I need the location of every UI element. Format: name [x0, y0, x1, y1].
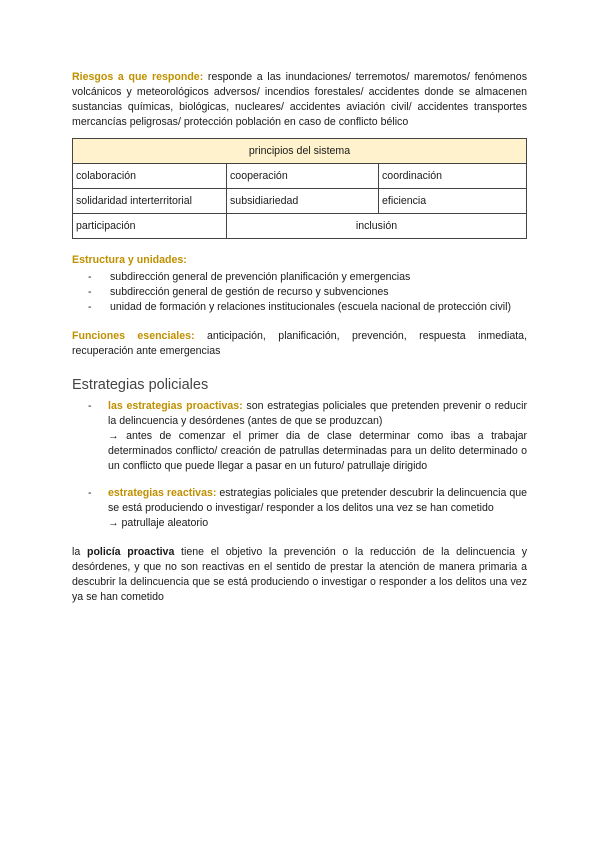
reactivas-arrow-note: → patrullaje aleatorio — [108, 517, 209, 529]
list-item — [72, 300, 527, 315]
reactivas-text: estrategias policiales que pretender descubrir la delincuencia que se está produciendo o investigar/ responder a los delitos una vez se han cometido — [108, 487, 527, 514]
list-item-text: subdirección general de prevención planificación y emergencias — [110, 271, 411, 283]
list-marker: - — [88, 301, 92, 313]
list-marker: - — [88, 286, 92, 298]
estructura-list — [72, 270, 527, 315]
table-cell: solidaridad interterritorial — [73, 189, 227, 214]
list-marker: - — [88, 400, 92, 412]
list-item — [72, 285, 527, 300]
table-row — [73, 164, 527, 189]
table-cell: colaboración — [73, 164, 227, 189]
estructura-title: Estructura y unidades: — [72, 254, 187, 266]
table-cell: eficiencia — [379, 189, 527, 214]
reactivas-label: estrategias reactivas: — [108, 487, 217, 499]
table-cell: participación — [73, 214, 227, 239]
riesgos-paragraph — [72, 70, 527, 130]
estrategias-list — [72, 399, 527, 531]
closing-bold: policía proactiva — [86, 546, 175, 558]
table-cell: subsidiariedad — [227, 189, 379, 214]
funciones-paragraph — [72, 329, 527, 359]
riesgos-label: Riesgos a que responde: — [72, 71, 204, 83]
proactivas-text: son estrategias policiales que pretenden prevenir o reducir la delincuencia y desórdenes (antes de que se produzcan) — [108, 400, 527, 427]
list-marker: - — [88, 271, 92, 283]
list-item-text: subdirección general de gestión de recurso y subvenciones — [110, 286, 389, 298]
principios-table — [72, 138, 527, 239]
closing-prefix: la — [72, 546, 87, 558]
proactivas-arrow-note: → antes de comenzar el primer dia de clase determinar como ibas a trabajar determinados conflicto/ creación de patrullas determinadas para un delito determinado o un conflicto que puede llegar a pasar en un futuro/ patrullaje dirigido — [108, 430, 527, 472]
table-cell-merged: inclusión — [227, 214, 527, 239]
list-item — [72, 270, 527, 285]
table-row — [73, 214, 527, 239]
list-marker: - — [88, 487, 92, 499]
funciones-label: Funciones esenciales: — [72, 330, 195, 342]
list-item — [72, 399, 527, 474]
riesgos-text: responde a las inundaciones/ terremotos/ maremotos/ fenómenos volcánicos y meteorológicos adversos/ incendios forestales/ accidentes donde se almacenen sustancias químicas, biológicas, nucleares/ accidentes aviación civil/ accidentes transportes mercancías peligrosas/ protección población en caso de conflicto bélico — [72, 71, 527, 128]
table-cell: cooperación — [227, 164, 379, 189]
closing-text: tiene el objetivo la prevención o la reducción de la delincuencia y desórdenes, y que no son reactivas en el sentido de prestar la atención de manera primaria a descubrir la delincuencia que se está produciendo o investigar o responder a los delitos una vez ya se han cometido — [72, 546, 527, 603]
document-page — [72, 70, 527, 605]
estrategias-heading: Estrategias policiales — [72, 377, 209, 393]
proactivas-label: las estrategias proactivas: — [108, 400, 243, 412]
closing-paragraph — [72, 545, 527, 605]
table-cell: coordinación — [379, 164, 527, 189]
table-row — [73, 189, 527, 214]
funciones-text: anticipación, planificación, prevención, respuesta inmediata, recuperación ante emergencias — [72, 330, 528, 357]
table-header: principios del sistema — [73, 139, 527, 164]
list-item-text: unidad de formación y relaciones institucionales (escuela nacional de protección civil) — [110, 301, 512, 313]
list-item — [72, 486, 527, 531]
